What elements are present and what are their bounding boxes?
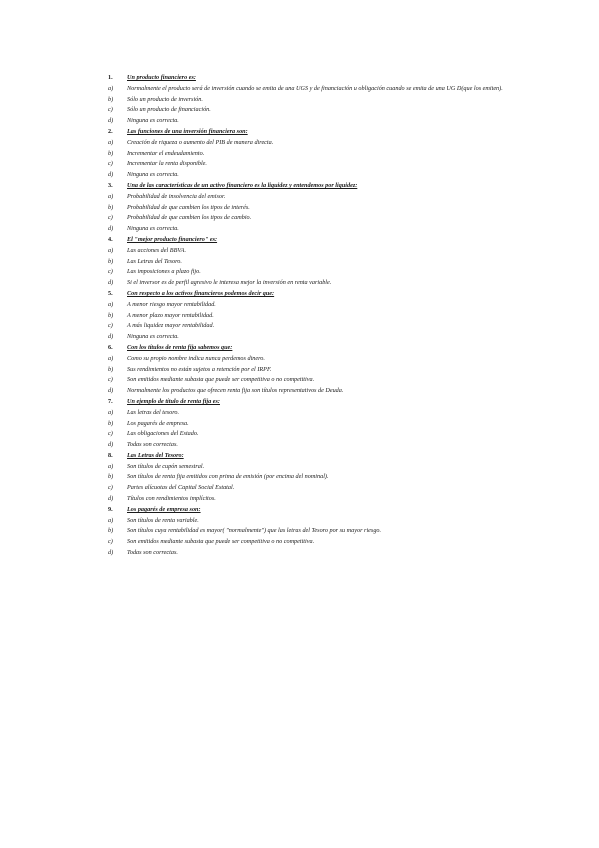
answer-option: [108, 257, 518, 268]
question-text: El "mejor producto financiero" es:: [127, 235, 218, 243]
question-number: 5.: [108, 289, 113, 297]
option-text: Creación de riqueza o aumento del PIB de manera directa.: [127, 138, 274, 146]
answer-option: [108, 321, 518, 332]
answer-option: [108, 105, 518, 116]
answer-option: [108, 149, 518, 160]
option-text: Probabilidad de que cambien los tipos de cambio.: [127, 214, 252, 222]
option-text: Normalmente los productos que ofrecen renta fija son títulos representativos de Deuda.: [127, 387, 344, 395]
option-letter: a): [108, 246, 114, 254]
answer-option: [108, 267, 518, 278]
option-letter: c): [108, 484, 113, 492]
answer-option: [108, 170, 518, 181]
option-letter: c): [108, 214, 113, 222]
answer-option: [108, 246, 518, 257]
answer-option: [108, 213, 518, 224]
option-text: Son títulos de renta fija emitidos con prima de emisión (por encima del nominal).: [127, 473, 329, 481]
option-text: A menor riesgo mayor rentabilidad.: [127, 300, 216, 308]
option-letter: b): [108, 257, 114, 265]
option-text: Son títulos cuya rentabilidad es mayor( "normalmente") que las letras del Tesoro por su mayor riesgo.: [127, 527, 382, 535]
question-heading: [108, 451, 518, 462]
question-list: [108, 73, 518, 559]
option-text: Los pagarés de empresa.: [127, 419, 189, 427]
option-letter: b): [108, 311, 114, 319]
option-letter: a): [108, 84, 114, 92]
answer-option: [108, 365, 518, 376]
question-text: Una de las características de un activo financiero es la liquidez y entendemos por liquidez:: [127, 181, 358, 189]
question-heading: [108, 127, 518, 138]
question-number: 8.: [108, 451, 113, 459]
question-heading: [108, 343, 518, 354]
question-text: Un producto financiero es:: [127, 74, 196, 81]
option-text: Si el inversor es de perfil agresivo le interesa mejor la inversión en renta variable.: [127, 279, 332, 287]
answer-option: [108, 526, 518, 537]
answer-option: [108, 192, 518, 203]
question-heading: [108, 181, 518, 192]
option-letter: a): [108, 192, 114, 200]
answer-option: [108, 138, 518, 149]
option-text: Títulos con rendimientos implícitos.: [127, 495, 216, 503]
option-letter: d): [108, 225, 114, 233]
answer-option: [108, 537, 518, 548]
question-text: Las Letras del Tesoro:: [127, 451, 184, 459]
question-number: 7.: [108, 397, 113, 405]
option-text: Todas son correctas.: [127, 441, 178, 449]
option-text: Incrementar el endeudamiento.: [127, 149, 205, 157]
question-heading: [108, 505, 518, 516]
option-letter: c): [108, 268, 113, 276]
answer-option: [108, 483, 518, 494]
option-letter: a): [108, 138, 114, 146]
question-number: 2.: [108, 127, 113, 135]
option-text: Las letras del tesoro.: [127, 408, 180, 416]
answer-option: [108, 375, 518, 386]
option-letter: c): [108, 322, 113, 330]
option-text: Normalmente el producto será de inversión cuando se emita de una UGS y de financiación u obligación cuando se emita de una UG D(que los emiten).: [127, 84, 503, 92]
option-text: Probabilidad de insolvencia del emisor.: [127, 192, 226, 200]
option-text: Las acciones del BBVA.: [127, 246, 186, 254]
answer-option: [108, 95, 518, 106]
answer-option: [108, 419, 518, 430]
option-text: Son títulos de renta variable.: [127, 516, 199, 524]
question-number: 4.: [108, 235, 113, 243]
option-letter: a): [108, 516, 114, 524]
answer-option: [108, 494, 518, 505]
question-heading: [108, 235, 518, 246]
option-letter: b): [108, 419, 114, 427]
option-text: Son emitidos mediante subasta que puede ser competitiva o no competitiva.: [127, 376, 315, 384]
question-text: Un ejemplo de título de renta fija es:: [127, 397, 220, 405]
answer-option: [108, 203, 518, 214]
question-heading: [108, 397, 518, 408]
option-letter: c): [108, 376, 113, 384]
answer-option: [108, 516, 518, 527]
option-text: A menor plazo mayor rentabilidad.: [127, 311, 214, 319]
answer-option: [108, 462, 518, 473]
option-letter: a): [108, 354, 114, 362]
answer-option: [108, 278, 518, 289]
option-letter: a): [108, 408, 114, 416]
option-text: Como su propio nombre indica nunca perdemos dinero.: [127, 354, 265, 362]
option-letter: d): [108, 117, 114, 125]
answer-option: [108, 354, 518, 365]
option-letter: b): [108, 95, 114, 103]
option-letter: c): [108, 538, 113, 546]
question-number: 1.: [108, 74, 113, 81]
option-text: Todas son correctas.: [127, 549, 178, 557]
answer-option: [108, 300, 518, 311]
question-heading: [108, 73, 518, 84]
option-text: Incrementar la renta disponible.: [127, 160, 207, 168]
option-text: Son emitidos mediante subasta que puede ser competitiva o no competitiva.: [127, 538, 315, 546]
answer-option: [108, 84, 518, 95]
option-letter: d): [108, 171, 114, 179]
option-letter: d): [108, 387, 114, 395]
option-letter: b): [108, 473, 114, 481]
option-letter: d): [108, 333, 114, 341]
question-text: Las funciones de una inversión financiera son:: [127, 127, 248, 135]
option-letter: d): [108, 279, 114, 287]
question-number: 9.: [108, 505, 113, 513]
option-text: Ninguna es correcta.: [127, 225, 179, 233]
answer-option: [108, 440, 518, 451]
answer-option: [108, 386, 518, 397]
option-letter: b): [108, 527, 114, 535]
option-letter: c): [108, 160, 113, 168]
option-text: Las obligaciones del Estado.: [127, 430, 199, 438]
option-letter: d): [108, 495, 114, 503]
option-letter: d): [108, 441, 114, 449]
option-text: Ninguna es correcta.: [127, 117, 179, 125]
option-text: A más liquidez mayor rentabilidad.: [127, 322, 215, 330]
option-text: Son títulos de cupón semestral.: [127, 462, 205, 470]
option-letter: b): [108, 203, 114, 211]
option-letter: d): [108, 549, 114, 557]
option-text: Ninguna es correcta.: [127, 333, 179, 341]
question-text: Con los títulos de renta fija sabemos que:: [127, 343, 233, 351]
answer-option: [108, 548, 518, 559]
option-letter: a): [108, 300, 114, 308]
question-text: Los pagarés de empresa son:: [127, 505, 201, 513]
option-letter: b): [108, 365, 114, 373]
option-letter: c): [108, 430, 113, 438]
answer-option: [108, 332, 518, 343]
question-number: 3.: [108, 181, 113, 189]
option-letter: c): [108, 106, 113, 114]
option-letter: a): [108, 462, 114, 470]
option-text: Sólo un producto de financiación.: [127, 106, 211, 114]
answer-option: [108, 311, 518, 322]
answer-option: [108, 116, 518, 127]
option-text: Partes alícuotas del Capital Social Estatal.: [127, 484, 235, 492]
option-text: Probabilidad de que cambien los tipos de interés.: [127, 203, 250, 211]
answer-option: [108, 408, 518, 419]
option-letter: b): [108, 149, 114, 157]
option-text: Sus rendimientos no están sujetos a retención por el IRPF.: [127, 365, 272, 373]
option-text: Las Letras del Tesoro.: [127, 257, 182, 265]
question-text: Con respecto a los activos financieros podemos decir que:: [127, 289, 275, 297]
answer-option: [108, 472, 518, 483]
option-text: Sólo un producto de inversión.: [127, 95, 203, 103]
answer-option: [108, 429, 518, 440]
option-text: Ninguna es correcta.: [127, 171, 179, 179]
answer-option: [108, 224, 518, 235]
option-text: Las imposiciones a plazo fijo.: [127, 268, 201, 276]
question-number: 6.: [108, 343, 113, 351]
question-heading: [108, 289, 518, 300]
answer-option: [108, 159, 518, 170]
